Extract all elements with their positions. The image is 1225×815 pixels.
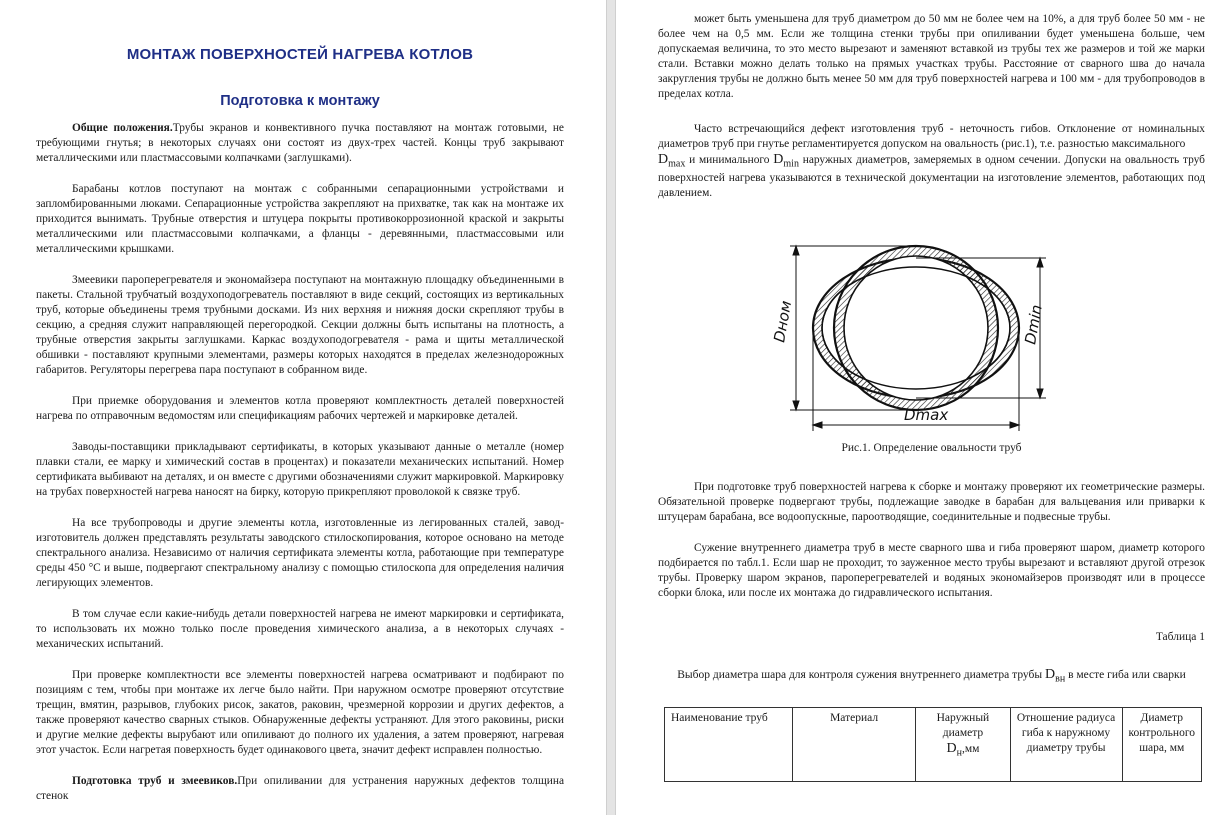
table-number: Таблица 1 bbox=[1155, 631, 1205, 644]
round-tube-section bbox=[822, 246, 1010, 410]
section-subtitle: Подготовка к монтажу bbox=[220, 93, 380, 109]
paragraph-text: Сужение внутреннего диаметра труб в месте сварного шва и гиба проверяют шаром, диаметр которого подбирается по табл.1. Если шар не проходит, то зауженное место трубы вырезают и вставляют другой отрезок трубы. Проверку шаром экранов, пароперегревателей и водяных экономайзеров производят или в процессе сборки блока, или после их монтажа до гидравлического испытания. bbox=[658, 542, 1205, 600]
paragraph bbox=[36, 182, 564, 257]
dn-unit: ,мм bbox=[961, 742, 980, 755]
header-cell-bend-ratio: Отношение радиуса гиба к наружному диаметру трубы bbox=[1010, 707, 1122, 781]
paragraph bbox=[36, 607, 564, 652]
paragraph-text: и минимального bbox=[689, 154, 770, 166]
paragraph-text: На все трубопроводы и другие элементы котла, изготовленные из легированных сталей, завод-изготовитель должен представлять результаты заводского стилоскопирования, которое основано на методе спектрального анализа. Независимо от наличия сертификата элементы котла, работающие при температуре среды 450 °С и выше, подвергают спектральному анализу с помощью стилоскопа для определения наличия легирующих элементов. bbox=[36, 517, 564, 589]
paragraph-text: В том случае если какие-нибудь детали поверхностей нагрева не имеют маркировки и сертификата, то использовать их можно только после проведения химического анализа, а в некоторых случаях - механических испытаний. bbox=[36, 608, 564, 650]
paragraph-lead: Общие положения. bbox=[72, 122, 173, 134]
table-caption-text: в месте гиба или сварки bbox=[1068, 669, 1186, 682]
dmax-subscript: max bbox=[668, 158, 686, 170]
paragraph-lead: Подготовка труб и змеевиков. bbox=[72, 775, 238, 787]
left-page bbox=[0, 0, 606, 815]
paragraph-text: Трубы экранов и конвективного пучка поставляют на монтаж готовыми, не требующими гнутья; в некоторых случаях они состоят из двух-трех частей. Концы труб закрывают металлическими или пластмассовыми колпачками (заглушками). bbox=[36, 122, 564, 164]
paragraph-text: При опиливании для устранения наружных дефектов толщина стенок bbox=[36, 775, 564, 802]
paragraph bbox=[36, 668, 564, 758]
paragraph-text: Барабаны котлов поступают на монтаж с собранными сепарационными устройствами и запломбированными люками. Сепарационные устройства закрепляют на прихватке, так как на монтаже их приходится вынимать. Трубные отверстия и штуцера покрыты противокоррозионной краской и закрыты металлическими или пластмассовыми колпачками, а фланцы - деревянными, пластмассовыми или металлическими крышками. bbox=[36, 183, 564, 255]
header-cell-ball-diameter: Диаметр контрольного шара, мм bbox=[1122, 707, 1201, 781]
paragraph bbox=[658, 12, 1205, 102]
document-title: МОНТАЖ ПОВЕРХНОСТЕЙ НАГРЕВА КОТЛОВ bbox=[126, 46, 474, 63]
paragraph-text: Заводы-поставщики прикладывают сертификаты, в которых указывают данные о металле (номер плавки стали, ее марку и химический состав в процентах) и показатели механических испытаний. Номер сертификата выбивают на деталях, и он вместе с другими обозначениями служит маркировкой. Маркировку на трубах поверхностей нагрева наносят на бирку, которую прикрепляют проволокой к связке труб. bbox=[36, 441, 564, 498]
dvn-symbol: D bbox=[1044, 667, 1056, 683]
paragraph bbox=[36, 121, 564, 166]
right-page bbox=[616, 0, 1225, 815]
header-cell-outer-diameter bbox=[916, 707, 1010, 781]
figure-caption: Рис.1. Определение овальности труб bbox=[841, 442, 1022, 455]
dvn-subscript: вн bbox=[1055, 673, 1066, 685]
table-caption-text: Выбор диаметра шара для контроля сужения внутреннего диаметра трубы bbox=[677, 669, 1043, 682]
paragraph-text: При приемке оборудования и элементов котла проверяют комплектность деталей поверхностей нагрева по отправочным ведомостям или спецификациям рабочих чертежей и маркировке деталей. bbox=[36, 395, 564, 422]
paragraph bbox=[658, 480, 1205, 525]
dn-symbol: D bbox=[946, 740, 957, 756]
header-cell-material: Материал bbox=[792, 707, 915, 781]
table-header-row bbox=[665, 707, 1202, 781]
paragraph-text: Змеевики пароперегревателя и экономайзера поступают на монтажную площадку объединенными в пакеты. Стальной трубчатый воздухоподогреватель поставляют в виде секций, состоящих из вертикальных труб, которые объединены тремя трубными досками. Из них верхняя и нижняя доски скрепляют трубы в секцию, а средняя служит направляющей перегородкой. Секции должны быть испытаны на плотность, а трубные отверстия закрыты заглушками. Каркас воздухоподогревателя - рама и щиты металлической обшивки - поставляют крупными элементами, размеры которых находятся в пределах железнодорожных габаритов. Регуляторы перегрева пара поступают в собранном виде. bbox=[36, 274, 564, 376]
paragraph bbox=[36, 440, 564, 500]
table-caption bbox=[658, 667, 1205, 684]
dmin-subscript: min bbox=[783, 158, 799, 170]
paragraph bbox=[36, 273, 564, 378]
paragraph-text: При проверке комплектности все элементы поверхностей нагрева осматривают и подбирают по позициям с тем, чтобы при монтаже их легче было найти. При наружном осмотре проверяют отсутствие трещин, вмятин, разрывов, глубоких рисок, закатов, раковин, чрезмерной коррозии и других дефектов, а также проверяют качество сварных стыков. Обнаруженные дефекты устраняют. Для этого раковины, риски и другие мелкие дефекты вырубают или опиливают до полного их удаления, а затем проверяют, нагревая этот участок. Если нагретая поверхность будет одинакового цвета, значит дефект исправлен полностью. bbox=[36, 669, 564, 756]
ovality-diagram bbox=[770, 233, 1048, 438]
page-divider bbox=[606, 0, 616, 815]
paragraph bbox=[658, 541, 1205, 601]
dn-subscript: н bbox=[956, 746, 962, 758]
header-text: Наружный диаметр bbox=[936, 711, 990, 739]
paragraph bbox=[36, 774, 564, 804]
header-cell-tube-name: Наименование труб bbox=[665, 707, 793, 781]
ball-diameter-table bbox=[664, 707, 1202, 782]
ovality-figure bbox=[658, 233, 1205, 454]
paragraph bbox=[658, 122, 1205, 201]
paragraph bbox=[36, 394, 564, 424]
paragraph-text: может быть уменьшена для труб диаметром до 50 мм не более чем на 10%, а для труб более 50 мм - не более чем на 0,5 мм. Если же толщина стенки трубы при опиливании будет уменьшена больше, чем допускаемая величина, то это место вырезают и заменяют вставкой из трубы тех же размеров и той же марки стали. Вставки можно делать только на прямых участках трубы. Расстояние от сварного шва до начала закругления трубы не должно быть менее 50 мм для труб поверхностей нагрева и 100 мм - для трубопроводов в пределах котла. bbox=[658, 13, 1205, 100]
dmax-symbol: D bbox=[658, 152, 669, 167]
dmin-label: Dmin bbox=[1021, 303, 1046, 346]
paragraph-text: При подготовке труб поверхностей нагрева к сборке и монтажу проверяют их геометрические размеры. Обязательной проверке подвергают трубы, подлежащие заводке в барабан для вальцевания или приварки к штуцерам барабана, все водоопускные, пароотводящие, соединительные и подвесные трубы. bbox=[658, 481, 1205, 524]
paragraph-text: Часто встречающийся дефект изготовления труб - неточность гибов. Отклонение от номинальных диаметров труб при гнутье регламентируется допуском на овальность (рис.1), т.е. разностью максимального bbox=[658, 123, 1205, 150]
paragraph bbox=[36, 516, 564, 591]
paragraph-text: наружных диаметров, замеряемых в одном сечении. Допуски на овальность труб поверхностей нагрева указываются в технической документации на изготовление элементов, работающих под давлением. bbox=[658, 154, 1205, 200]
dmax-label: Dmax bbox=[904, 406, 949, 425]
dmin-symbol: D bbox=[773, 152, 784, 167]
figure-drawing bbox=[770, 233, 1048, 438]
dnom-label: Dном bbox=[770, 299, 796, 344]
